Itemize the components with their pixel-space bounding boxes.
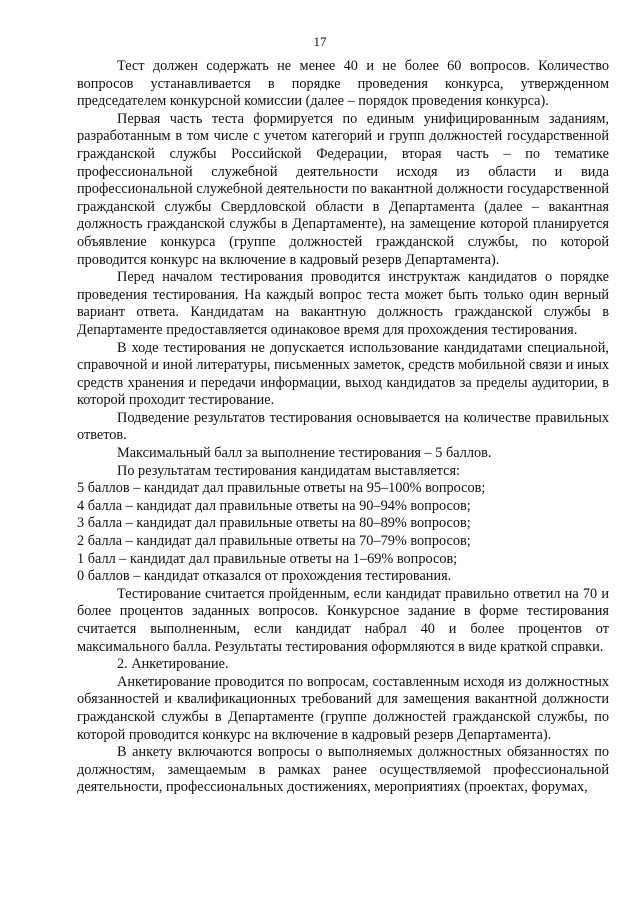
paragraph-results-basis: Подведение результатов тестирования основывается на количестве правильных ответов. — [77, 409, 609, 444]
paragraph-test-parts: Первая часть теста формируется по единым унифицированным заданиям, разработанным в том числе с учетом категорий и групп должностей государственной гражданской службы Российской Федерации, вторая часть – по тематике профессиональной служебной деятельности исходя из области и вида профессиональной служебной деятельности по вакантной должности государственной гражданской службы Свердловской области в Департамента (далее – вакантная должность гражданской службы в Департаменте), на замещение которой планируется объявление конкурса (группе должностей гражданской службы, по которой проводится конкурс на включение в кадровый резерв Департамента). — [77, 110, 609, 268]
score-line-2: 2 балла – кандидат дал правильные ответы на 70–79% вопросов; — [77, 533, 471, 550]
score-line-3: 3 балла – кандидат дал правильные ответы на 80–89% вопросов; — [77, 515, 471, 532]
paragraph-survey-questions: В анкету включаются вопросы о выполняемых должностных обязанностях по должностям, замещаемым в рамках ранее осуществляемой профессиональной деятельности, профессиональных достижениях, мероприятиях (проектах, форумах, — [77, 744, 609, 796]
paragraph-pass-criteria: Тестирование считается пройденным, если кандидат правильно ответил на 70 и более процентов заданных вопросов. Конкурсное задание в форме тестирования считается выполненным, если кандидат набрал 40 и более процентов от максимального балла. Результаты тестирования оформляются в виде краткой справки. — [77, 585, 609, 655]
score-line-4: 4 балла – кандидат дал правильные ответы на 90–94% вопросов; — [77, 497, 471, 514]
page-number: 17 — [313, 34, 327, 49]
score-line-5: 5 баллов – кандидат дал правильные ответы на 95–100% вопросов; — [77, 480, 486, 497]
score-line-1: 1 балл – кандидат дал правильные ответы на 1–69% вопросов; — [77, 550, 458, 567]
paragraph-max-score: Максимальный балл за выполнение тестирования – 5 баллов. — [117, 445, 492, 462]
score-line-0: 0 баллов – кандидат отказался от прохождения тестирования. — [77, 568, 452, 585]
section-heading-survey: 2. Анкетирование. — [117, 656, 229, 673]
paragraph-restrictions: В ходе тестирования не допускается использование кандидатами специальной, справочной и иной литературы, письменных заметок, средств мобильной связи и иных средств хранения и передачи информации, выход кандидатов за пределы аудитории, в которой проходит тестирование. — [77, 339, 609, 409]
paragraph-score-intro: По результатам тестирования кандидатам выставляется: — [117, 462, 461, 479]
paragraph-survey: Анкетирование проводится по вопросам, составленным исходя из должностных обязанностей и квалификационных требований для замещения вакантной должности гражданской службы в Департаменте (группе должностей гражданской службы, по которой проводится конкурс на включение в кадровый резерв Департамента). — [77, 673, 609, 743]
paragraph-test-size: Тест должен содержать не менее 40 и не более 60 вопросов. Количество вопросов устанавливается в порядке проведения конкурса, утвержденном председателем конкурсной комиссии (далее – порядок проведения конкурса). — [77, 58, 609, 110]
paragraph-instruction: Перед началом тестирования проводится инструктаж кандидатов о порядке проведения тестирования. На каждый вопрос теста может быть только один верный вариант ответа. Кандидатам на вакантную должность гражданской службы в Департаменте предоставляется одинаковое время для прохождения тестирования. — [77, 269, 609, 338]
document-body — [77, 58, 609, 797]
